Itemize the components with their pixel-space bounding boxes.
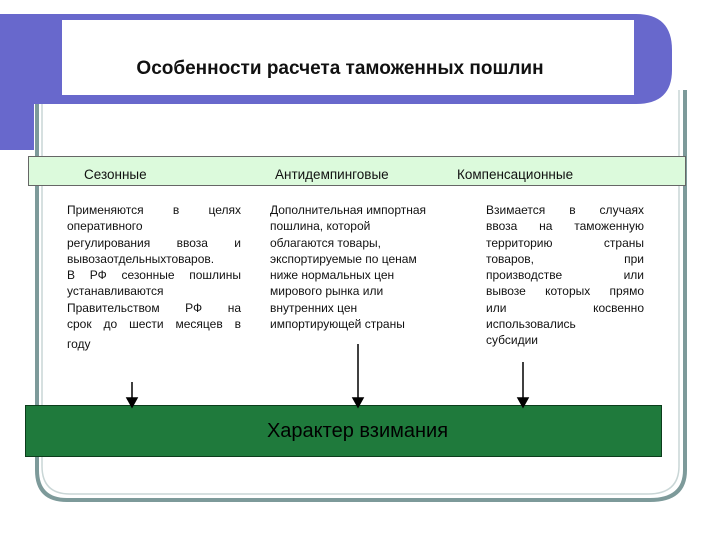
- text-line: регулирования ввоза и: [67, 235, 241, 250]
- text-line: Взимается в случаях: [486, 203, 644, 217]
- text-line: оперативного: [67, 219, 143, 234]
- text-line: ввоза на таможенную: [486, 219, 644, 234]
- text-line: В РФ сезонные пошлины: [67, 268, 241, 283]
- text-line: Дополнительная импортная: [270, 203, 427, 217]
- text-line: срок до шести месяцев в: [67, 317, 241, 332]
- text-line: территорию страны: [486, 235, 644, 250]
- text-line: пошлина, которой: [270, 219, 371, 234]
- text-line: мирового рынка или: [270, 284, 384, 299]
- text-line: экспортируемые по ценам: [270, 251, 417, 266]
- antidumping-description: [270, 202, 456, 332]
- text-line: устанавливаются: [67, 284, 164, 299]
- text-line: товаров, при: [486, 251, 644, 266]
- text-line: субсидии: [486, 333, 538, 348]
- text-line: вывозаотдельныхтоваров.: [67, 251, 215, 266]
- text-line: импортирующей страны: [270, 317, 405, 332]
- text-line: производстве или: [486, 268, 644, 283]
- countervailing-description: [486, 202, 644, 349]
- text-line: Правительством РФ на: [67, 300, 241, 315]
- seasonal-description: [67, 202, 241, 353]
- column-header-antidumping: Антидемпинговые: [275, 167, 389, 182]
- result-label: Характер взимания: [266, 420, 449, 442]
- text-line: облагаются товары,: [270, 235, 381, 250]
- text-line: использовались: [486, 317, 576, 332]
- slide-title: Особенности расчета таможенных пошлин: [136, 58, 544, 79]
- column-header-seasonal: Сезонные: [84, 167, 147, 182]
- text-line: внутренних цен: [270, 300, 358, 315]
- text-line: году: [67, 337, 91, 352]
- title-panel: [62, 20, 634, 93]
- column-header-countervailing: Компенсационные: [457, 167, 574, 182]
- text-line: Применяются в целях: [67, 203, 241, 217]
- text-line: вывозе которых прямо: [486, 284, 644, 299]
- text-line: или косвенно: [486, 300, 644, 315]
- text-line: ниже нормальных цен: [270, 268, 395, 283]
